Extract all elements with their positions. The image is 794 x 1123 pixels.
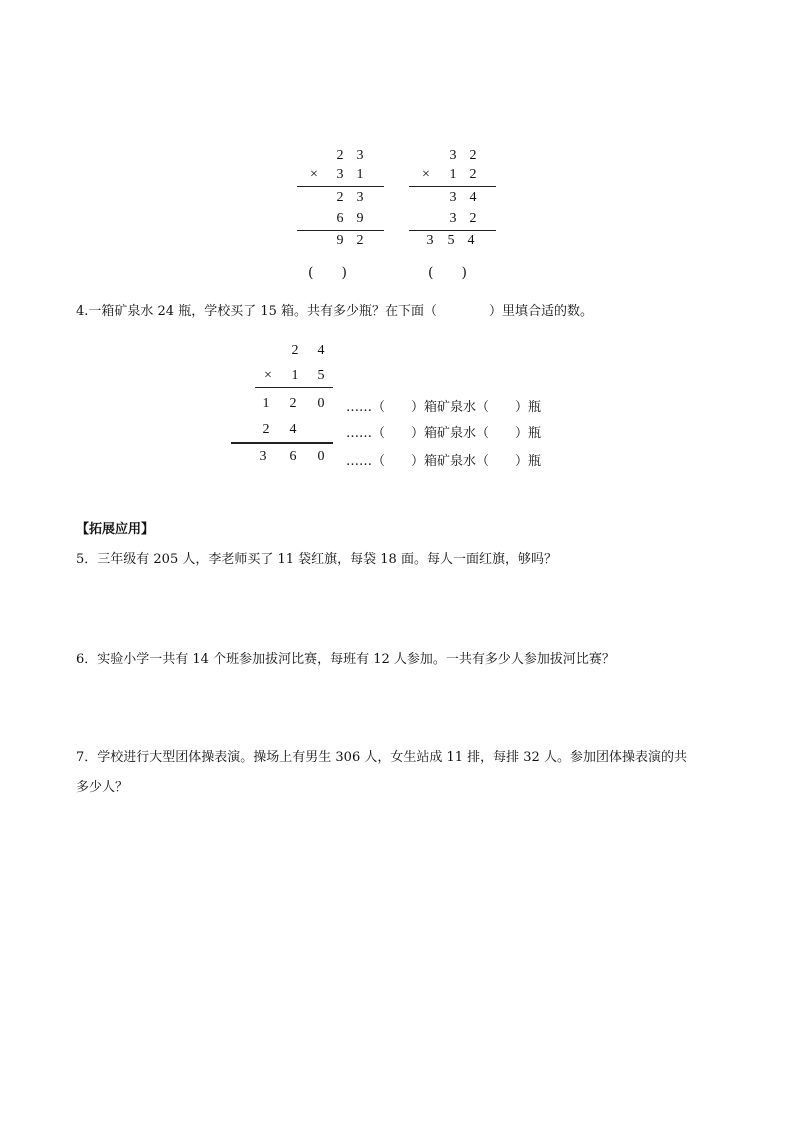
digit: 1 [291,368,299,383]
digit: 2 [469,167,477,182]
answer-paren: ( ) [308,265,347,281]
digit: 5 [317,368,325,383]
section-heading: 【拓展应用】 [76,522,155,537]
digit: 1 [449,167,457,182]
digit: 2 [336,148,344,163]
digit: 5 [447,233,455,248]
note-line: ……（ ）箱矿泉水（ ）瓶 [346,400,542,415]
digit: 3 [449,190,457,205]
digit: 3 [356,190,364,205]
divider [297,186,384,187]
digit: 9 [356,211,364,226]
times-sign: × [264,368,272,383]
digit: 2 [469,211,477,226]
question-4: 4.一箱矿泉水 24 瓶，学校买了 15 箱。共有多少瓶？在下面（ ）里填合适的数。 [76,304,594,319]
divider [409,230,496,231]
digit: 1 [356,167,364,182]
digit: 2 [262,422,270,437]
digit: 3 [426,233,434,248]
times-sign: × [310,167,318,182]
digit: 4 [469,190,477,205]
question-5: 5．三年级有 205 人，李老师买了 11 袋红旗，每袋 18 面。每人一面红旗，够吗？ [76,552,557,567]
note-line: ……（ ）箱矿泉水（ ）瓶 [346,426,542,441]
question-6: 6．实验小学一共有 14 个班参加拔河比赛，每班有 12 人参加。一共有多少人参加拔河比赛？ [76,652,615,667]
digit: 3 [449,148,457,163]
digit: 3 [259,449,267,464]
digit: 4 [317,343,325,358]
digit: 4 [467,233,475,248]
digit: 0 [317,449,325,464]
divider [255,387,333,388]
digit: 2 [336,190,344,205]
note-line: ……（ ）箱矿泉水（ ）瓶 [346,454,542,469]
digit: 4 [289,422,297,437]
divider [297,230,384,231]
digit: 9 [336,233,344,248]
digit: 2 [291,343,299,358]
digit: 6 [289,449,297,464]
digit: 3 [449,211,457,226]
digit: 2 [356,233,364,248]
digit: 3 [356,148,364,163]
question-7-line-1: 7．学校进行大型团体操表演。操场上有男生 306 人，女生站成 11 排，每排 32 人。参加团体操表演的共 [76,750,687,765]
digit: 1 [262,396,270,411]
digit: 0 [317,396,325,411]
digit: 2 [469,148,477,163]
answer-paren: ( ) [428,265,467,281]
digit: 2 [289,396,297,411]
digit: 6 [336,211,344,226]
question-7-line-2: 多少人？ [76,780,129,795]
divider [231,442,333,444]
times-sign: × [422,167,430,182]
divider [409,186,496,187]
digit: 3 [336,167,344,182]
